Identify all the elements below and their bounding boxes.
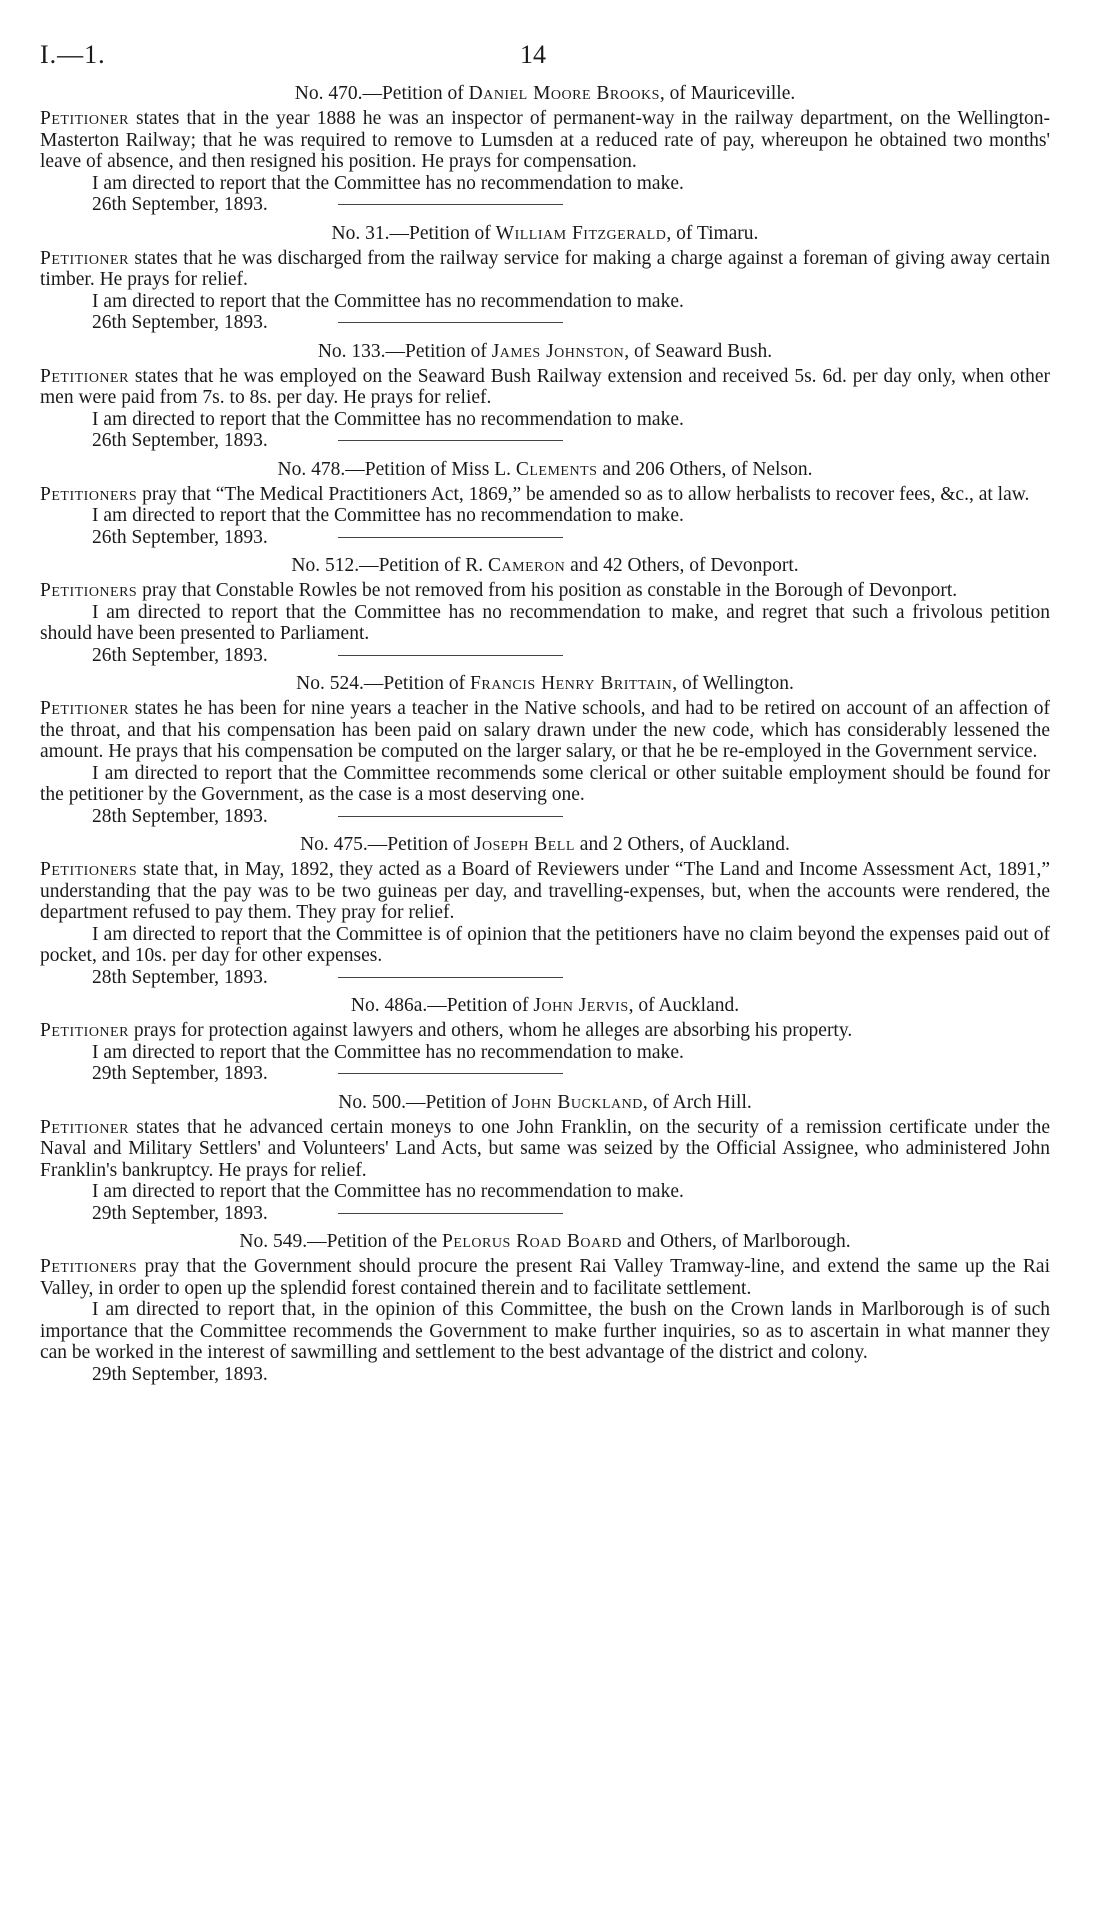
petition-title-pre: No. 470.—Petition of (294, 83, 469, 104)
petition-body-text: states that he was employed on the Seaward Bush Railway extension and received 5s. 6d. per day only, when other men were paid from 7s. to 8s. per day. He prays for relief. (40, 365, 1050, 408)
separator-rule (338, 1073, 563, 1074)
report-dateline (92, 806, 1050, 828)
report-date: 29th September, 1893. (92, 1363, 268, 1385)
petition-title-pre: No. 31.—Petition of (331, 222, 496, 244)
petition-body-text: states that he advanced certain moneys to one John Franklin, on the security of a remission certificate under the Naval and Military Settlers' and Volunteers' Land Acts, but same was seized by the Official Assignee, who administered John Franklin's bankruptcy. He prays for relief. (40, 1116, 1050, 1181)
report-date: 26th September, 1893. (92, 194, 268, 215)
petitioner-name: William Fitzgerald (495, 222, 667, 244)
separator-rule (338, 816, 563, 817)
petition-body-text: states he has been for nine years a teacher in the Native schools, and had to be retired on account of an affection of the throat, and that his compensation has been paid on salary drawn under the new code, which has considerably lessened the amount. He prays that his compensation be computed on the larger salary, or that he be re-employed in the Government service. (40, 698, 1050, 762)
report-dateline (92, 645, 1050, 667)
report-date: 26th September, 1893. (92, 430, 268, 451)
petition-statement (40, 1117, 1050, 1182)
petition-title-pre: No. 478.—Petition of Miss L. (277, 458, 516, 480)
petition-title-post: and 206 Others, of Nelson. (597, 458, 813, 480)
petitioner-name: Pelorus Road Board (441, 1231, 623, 1252)
report-dateline (92, 1203, 1050, 1225)
petitioner-lead: Petitioner (40, 698, 129, 719)
report-date: 26th September, 1893. (92, 644, 268, 666)
petition-title-pre: No. 475.—Petition of (300, 834, 474, 855)
petition-entry (40, 340, 1050, 452)
report-date: 26th September, 1893. (92, 312, 268, 333)
petitioner-lead: Petitioner (40, 247, 129, 269)
petitioner-name: Daniel Moore Brooks (468, 83, 660, 104)
petitioner-lead: Petitioner (40, 365, 129, 387)
petition-statement (40, 366, 1050, 409)
petition-title-post: and 2 Others, of Auckland. (574, 834, 790, 855)
petition-body-text: states that in the year 1888 he was an inspector of permanent-way in the railway department, on the Wellington-Masterton Railway; that he was required to remove to Lumsden at a reduced rate of pay, whereupon he obtained two months' leave of absence, and then resigned his position. He prays for compensation. (40, 108, 1050, 172)
report-dateline (92, 430, 1050, 452)
petition-title-pre: No. 512.—Petition of R. (291, 555, 489, 576)
petition-title (40, 222, 1050, 246)
petitioner-name: Francis Henry Brittain (470, 673, 673, 694)
report-dateline (92, 312, 1050, 334)
petitioner-lead: Petitioners (40, 859, 138, 880)
petition-entry (40, 554, 1050, 666)
petition-body-text: state that, in May, 1892, they acted as a Board of Reviewers under “The Land and Income Assessment Act, 1891,” understanding that the pay was to be two guineas per day, and travelling-expenses, but, when the accounts were rendered, the department refused to pay them. They pray for relief. (40, 859, 1050, 923)
petition-statement (40, 698, 1050, 763)
petitioner-name: John Buckland (512, 1091, 643, 1113)
petitioner-lead: Petitioner (40, 1116, 129, 1138)
committee-report: I am directed to report that the Committee is of opinion that the petitioners have no claim beyond the expenses paid out of pocket, and 10s. per day for other expenses. (40, 923, 1050, 966)
petition-title-pre: No. 133.—Petition of (317, 340, 492, 362)
petition-entry (40, 994, 1050, 1085)
report-date: 29th September, 1893. (92, 1063, 268, 1084)
petition-entry (40, 672, 1050, 827)
separator-rule (338, 1213, 563, 1214)
separator-rule (338, 440, 563, 441)
petition-entry (40, 1091, 1050, 1225)
petition-body-text: prays for protection against lawyers and others, whom he alleges are absorbing his property. (128, 1020, 853, 1041)
petition-title-post: , of Mauriceville. (659, 83, 796, 104)
petitioner-name: John Jervis (533, 995, 629, 1016)
petition-title (40, 458, 1050, 482)
committee-report: I am directed to report that, in the opinion of this Committee, the bush on the Crown lands in Marlborough is of such importance that the Committee recommends the Government to make further inquiries, so as to ascertain in what manner they can be worked in the interest of sawmilling and settlement to the best advantage of the district and colony. (40, 1299, 1050, 1363)
petition-entry (40, 458, 1050, 549)
petition-statement (40, 580, 1050, 602)
report-dateline (92, 1364, 1050, 1386)
petitioner-name: Clements (515, 458, 598, 480)
report-date: 26th September, 1893. (92, 526, 268, 548)
petition-body-text: pray that the Government should procure the present Rai Valley Tramway-line, and extend the same up the Rai Valley, in order to open up the splendid forest contained therein and to facilitate settlement. (40, 1256, 1050, 1299)
petitioner-lead: Petitioners (40, 1256, 138, 1277)
petition-statement (40, 1256, 1050, 1299)
committee-report: I am directed to report that the Committee has no recommendation to make. (92, 408, 684, 430)
separator-rule (338, 322, 563, 323)
petition-title (40, 82, 1050, 106)
committee-report: I am directed to report that the Committee has no recommendation to make. (92, 290, 684, 312)
petitioner-name: Cameron (488, 555, 566, 576)
document-reference: I.—1. (40, 40, 106, 69)
report-dateline (92, 527, 1050, 549)
petition-entry (40, 222, 1050, 334)
petitioner-lead: Petitioners (40, 580, 138, 601)
petition-title-post: , of Arch Hill. (642, 1091, 752, 1113)
petitioner-lead: Petitioner (40, 1020, 129, 1041)
petition-entry (40, 833, 1050, 988)
separator-rule (338, 204, 563, 205)
petitioner-lead: Petitioner (40, 108, 129, 129)
petitioner-lead: Petitioners (40, 483, 138, 505)
petition-statement (40, 248, 1050, 291)
petitioner-name: James Johnston (491, 340, 625, 362)
committee-report: I am directed to report that the Committee recommends some clerical or other suitable employment should be found for the petitioner by the Government, as the case is a most deserving one. (40, 762, 1050, 805)
report-date: 29th September, 1893. (92, 1202, 268, 1224)
page-header (40, 40, 1050, 80)
petition-title (40, 672, 1050, 696)
petition-title-post: and Others, of Marlborough. (622, 1231, 851, 1252)
committee-report: I am directed to report that the Committee has no recommendation to make, and regret that such a frivolous petition should have been presented to Parliament. (40, 601, 1050, 644)
committee-report: I am directed to report that the Committee has no recommendation to make. (92, 505, 684, 526)
petition-title-pre: No. 549.—Petition of the (239, 1231, 442, 1252)
report-dateline (92, 1063, 1050, 1085)
petition-title (40, 554, 1050, 578)
petition-title (40, 1230, 1050, 1254)
document-page (40, 40, 1050, 1391)
report-date: 28th September, 1893. (92, 805, 268, 827)
committee-report: I am directed to report that the Committee has no recommendation to make. (92, 172, 684, 194)
petition-list (40, 82, 1050, 1385)
petition-title (40, 833, 1050, 857)
petitioner-name: Joseph Bell (473, 834, 575, 855)
petition-title (40, 994, 1050, 1018)
petition-body-text: pray that “The Medical Practitioners Act, 1869,” be amended so as to allow herbalists to recover fees, &c., at law. (137, 483, 1030, 505)
petition-entry (40, 82, 1050, 216)
petition-statement (40, 1020, 1050, 1042)
separator-rule (338, 977, 563, 978)
petition-title (40, 340, 1050, 364)
report-dateline (92, 967, 1050, 989)
petition-title-post: , of Timaru. (666, 222, 759, 244)
petition-title-pre: No. 524.—Petition of (296, 673, 471, 694)
petition-title-post: , of Seaward Bush. (624, 340, 773, 362)
petition-statement (40, 108, 1050, 173)
petition-title-pre: No. 486a.—Petition of (350, 995, 534, 1016)
committee-report: I am directed to report that the Committee has no recommendation to make. (92, 1041, 684, 1063)
separator-rule (338, 655, 563, 656)
petition-title (40, 1091, 1050, 1115)
petition-body-text: pray that Constable Rowles be not removed from his position as constable in the Borough of Devonport. (137, 580, 958, 601)
page-number: 14 (520, 40, 546, 69)
committee-report: I am directed to report that the Committee has no recommendation to make. (92, 1181, 684, 1202)
separator-rule (338, 537, 563, 538)
petition-title-post: , of Wellington. (672, 673, 794, 694)
petition-entry (40, 1230, 1050, 1385)
report-date: 28th September, 1893. (92, 966, 268, 988)
report-dateline (92, 194, 1050, 216)
petition-title-post: , of Auckland. (628, 995, 740, 1016)
petition-statement (40, 484, 1050, 506)
petition-title-pre: No. 500.—Petition of (338, 1091, 513, 1113)
petition-title-post: and 42 Others, of Devonport. (565, 555, 799, 576)
petition-body-text: states that he was discharged from the railway service for making a charge against a foreman of giving away certain timber. He prays for relief. (40, 247, 1050, 290)
petition-statement (40, 859, 1050, 924)
